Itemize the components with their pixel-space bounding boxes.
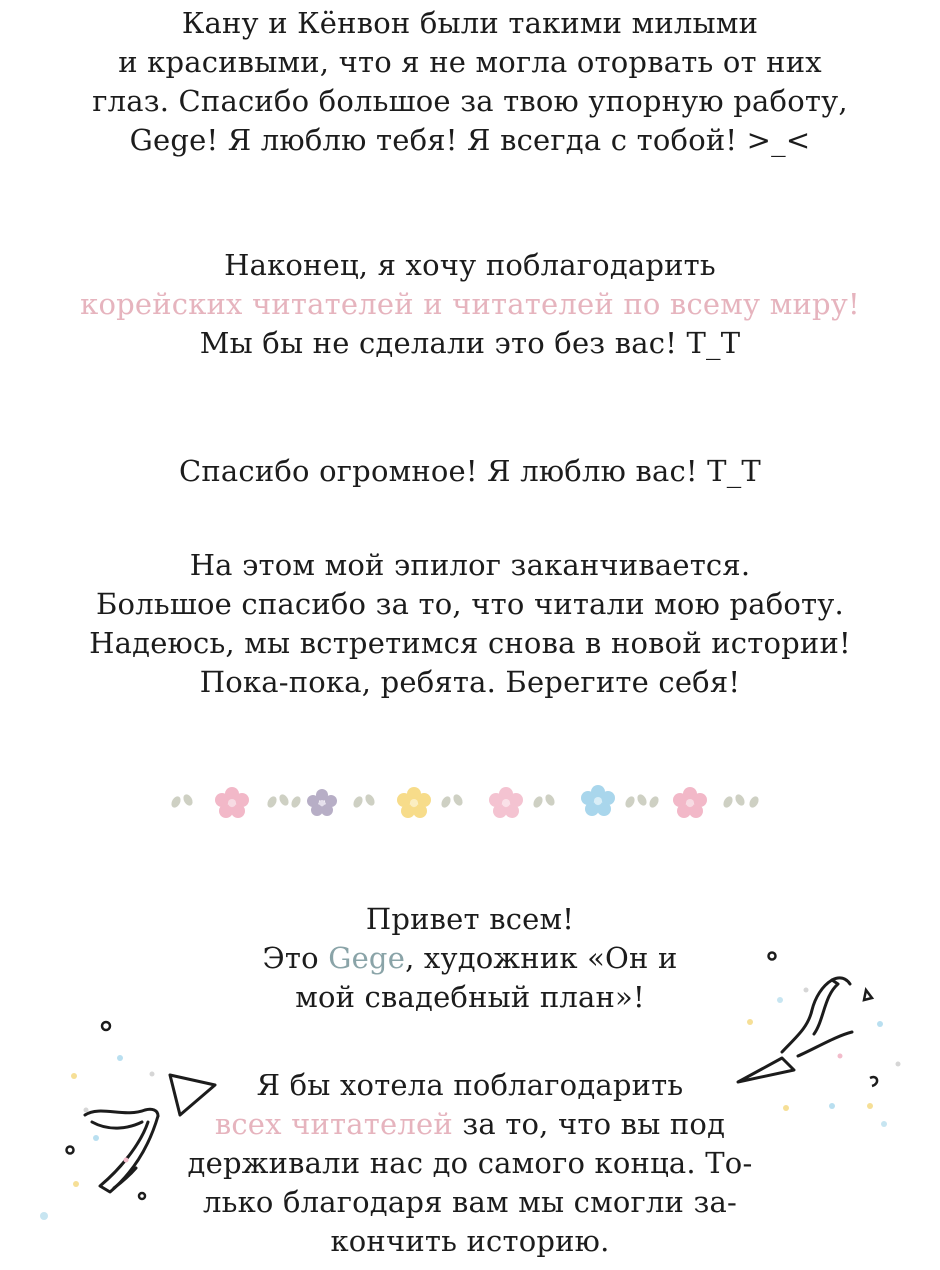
highlighted-text-line: корейских читателей и читателей по всему миру!	[80, 287, 860, 321]
text-line: кончить историю.	[330, 1224, 610, 1258]
text-line: Надеюсь, мы встретимся снова в новой истории!	[89, 626, 851, 660]
flower-garland-icon	[160, 776, 780, 826]
text-line: глаз. Спасибо большое за твою упорную работу,	[92, 84, 848, 118]
epilogue-paragraph-2	[0, 246, 940, 363]
party-confetti-icon	[30, 1010, 230, 1240]
text-segment: за то, что вы под	[452, 1107, 726, 1141]
text-line: Привет всем!	[365, 902, 575, 936]
epilogue-paragraph-4	[0, 546, 940, 702]
text-segment: , художник «Он и	[405, 941, 678, 975]
text-line: и красивыми, что я не могла оторвать от них	[118, 45, 822, 79]
epilogue-paragraph-3	[0, 452, 940, 491]
artist-name: Gege	[328, 941, 406, 975]
text-line: Пока-пока, ребята. Берегите себя!	[199, 665, 741, 699]
text-line: На этом мой эпилог заканчивается.	[189, 548, 751, 582]
text-line: Мы бы не сделали это без вас! T_T	[199, 326, 741, 360]
text-line: Наконец, я хочу поблагодарить	[224, 248, 716, 282]
text-line: Я бы хотела поблагодарить	[256, 1068, 684, 1102]
text-line: держивали нас до самого конца. То-	[187, 1146, 753, 1180]
highlighted-text: всех читателей	[214, 1107, 453, 1141]
text-line: мой свадебный план»!	[295, 980, 645, 1014]
text-line: Спасибо огромное! Я люблю вас! T_T	[179, 454, 761, 488]
text-segment: Это	[262, 941, 329, 975]
party-confetti-icon	[720, 940, 920, 1140]
epilogue-paragraph-1	[0, 4, 940, 160]
text-line: Кану и Кёнвон были такими милыми	[181, 6, 759, 40]
text-line: Большое спасибо за то, что читали мою работу.	[96, 587, 844, 621]
text-line: Gege! Я люблю тебя! Я всегда с тобой! >_<	[129, 123, 811, 157]
text-line: лько благодаря вам мы смогли за-	[202, 1185, 738, 1219]
